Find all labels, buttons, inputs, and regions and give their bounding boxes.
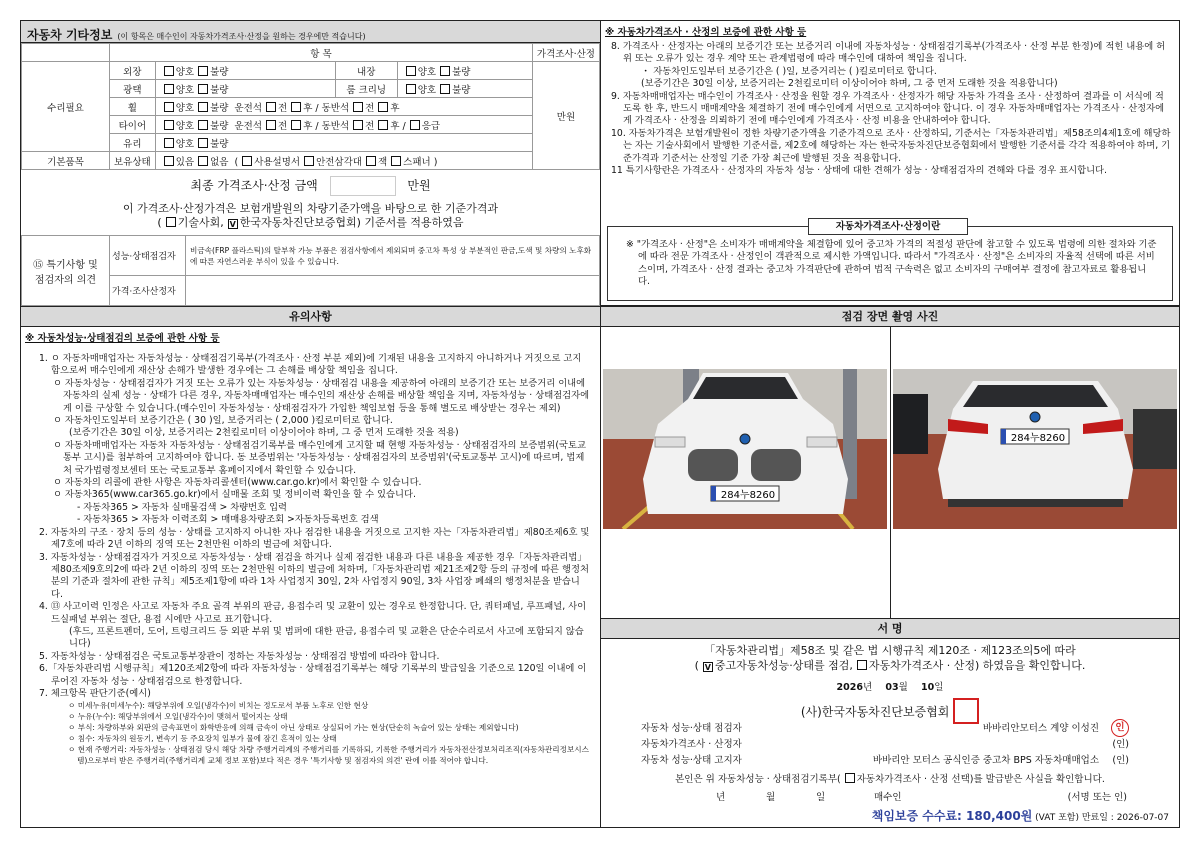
list-item: 2. 자동차의 구조 · 장치 등의 성능 · 상태를 고지하지 아니한 자나 점검한 내용을 거짓으로 고지한 자는「자동차관리법」제80조제6호 및 제7호에 따라 2년 이하의 징역 또는 2천만원 이하의 벌금에 처합니다.	[39, 526, 590, 551]
checkbox-label: 사용설명서	[254, 156, 301, 168]
sign-month: 03	[885, 682, 899, 693]
checkbox[interactable]	[164, 102, 174, 112]
checkbox-label: 없음	[210, 156, 229, 168]
price-unit: 만원	[532, 62, 599, 170]
list-item: ㅇ 미세누유(미세누수): 해당부위에 오일(냉각수)이 비치는 정도로서 부품 노후로 인한 현상	[68, 701, 369, 711]
checkbox-label: 전	[278, 120, 288, 132]
checkbox[interactable]	[406, 84, 416, 94]
checkbox-label: 후 / 동반석	[303, 102, 350, 114]
checkbox[interactable]	[166, 217, 176, 227]
checkbox[interactable]	[198, 66, 208, 76]
checkbox-label: 양호	[175, 102, 195, 114]
signer-value: 바바리안 모터스 공식인증 중고차 BPS 자동차매매업소	[872, 755, 1099, 766]
price-definition-text: ※ "가격조사 · 산정"은 소비자가 매매계약을 체결함에 있어 중고차 가격의 적절성 판단에 참고할 수 있도록 법령에 의한 절차와 기준에 따라 전문 가격조사 · 산정인이 객관적으로 제시한 가액입니다. 따라서 "가격조사 · 산정"은 소비자의 자율적 선택에 따른 서비스이며, 가격조사 · 산정 결과는 중고차 가격판단에 관하여 법적 구속력은 없고 소비자의 구매여부 결정에 참고자료로 활용됩니다.	[626, 239, 1157, 288]
fee-line	[872, 807, 1169, 824]
notice-section	[20, 306, 601, 828]
checkbox[interactable]	[304, 156, 314, 166]
text: 본인은 위 자동차성능 · 상태점검기록부(	[675, 774, 841, 785]
text: 운전석	[228, 102, 263, 114]
signer-label: 자동차가격조사 · 산정자	[641, 739, 742, 750]
list-item: 10. 자동차가격은 보험개발원이 정한 차량기준가액을 기준가격으로 조사 · 산정하되, 기준서는「자동차관리법」제58조의4제1호에 해당하는 자는 기술사회에서 발행한 기준서를, 제2호에 해당하는 자는 한국자동차진단보증협회에서 발행한 기준서를 각각 적용하여야 하며, 기준가격과 기준서는 산정일 기준 가장 최근에 발행된 것을 적용합니다.	[611, 127, 1171, 164]
signer-value: 바바리안모터스 계양 이성진	[982, 723, 1099, 734]
checkbox-label: 양호	[175, 138, 195, 150]
checkbox[interactable]	[164, 84, 174, 94]
fee-label: 책임보증 수수료: 180,400원	[871, 809, 1033, 823]
signer-label: 자동차 성능·상태 점검자	[641, 723, 742, 734]
list-item: - 자동차365 > 자동차 실매물검색 > 차량번호 입력	[77, 501, 288, 513]
list-item: (보증기간은 30일 이상, 보증거리는 2천킬로미터 이상이어야 하며, 그 중 먼저 도래한 것을 적용)	[69, 427, 459, 439]
buyer-sign[interactable]: (서명 또는 인)	[1067, 792, 1127, 803]
list-item: ㅇ 침수: 자동차의 원동기, 변속기 등 주요장치 일부가 물에 잠긴 흔적이 있는 상태	[68, 734, 337, 744]
sign-day: 10	[921, 682, 935, 693]
signature-options	[601, 658, 1179, 673]
checkbox-label: 불량	[452, 84, 471, 96]
front-plate: 284누8260	[720, 490, 776, 501]
row-label-2: 내장	[335, 62, 397, 80]
list-item: ㅇ 자동차성능 · 상태점검자가 거짓 또는 오류가 있는 자동차성능 · 상태점검 내용을 제공하여 아래의 보증기간 또는 보증거리 이내에 자동차의 실제 성능 · 상태가 다른 경우, 자동차매매업자는 매수인의 재산상 손해를 배상할 책임을 지며, 자동차성능 · 상태점검자에게 이를 구상할 수 있습니다.(매수인이 자동차성능 · 상태점검자가 가입한 책임보험 등을 통해 별도로 배상받는 경우는 제외)	[53, 377, 590, 414]
inspector-opinion: 비금속(FRP 플라스틱)의 탈부착 가능 부품은 점검사항에서 제외되며 중고차 특성 상 부분적인 판금,도색 및 차량의 노후화에 따른 자연스러운 부식이 있을 수 있습니다.	[186, 236, 600, 276]
row-label: 타이어	[110, 116, 156, 134]
rear-plate: 284누8260	[1010, 433, 1066, 444]
checkbox[interactable]	[242, 156, 252, 166]
photos-header: 점검 장면 촬영 사진	[601, 307, 1179, 327]
list-item: (후드, 프론트펜더, 도어, 트렁크리드 등 외판 부위 및 범퍼에 대한 판금, 용접수리 및 교환은 단순수리로서 사고에 포함되지 않습니다)	[69, 625, 584, 650]
list-item: ㅇ 현재 주행거리: 자동차성능 · 상태점검 당시 해당 차량 주행거리계의 주행거리를 기록하되, 기록한 주행거리가 자동차전산정보처리조직(자동차관리정보시스템)으로부터 받은 주행거리(주행거리계 교체 정보 포함)보다 적은 경우 '특기사항 및 점검자의 의견' 란에 이를 적어야 합니다.	[68, 745, 589, 766]
photos-section	[600, 306, 1180, 619]
final-amount-line	[21, 176, 600, 196]
etc-table	[21, 43, 600, 170]
signer-row	[641, 737, 1129, 753]
list-item: 8. 가격조사 · 산정자는 아래의 보증기간 또는 보증거리 이내에 자동차성능 · 상태점검기록부(가격조사 · 산정 부분 한정)에 적힌 내용에 허위 또는 오류가 있는 경우 계약 또는 관계법령에 따라 매수인에 대하여 책임을 집니다.	[611, 41, 1166, 65]
checkbox-label: 응급	[421, 120, 441, 132]
checkbox[interactable]	[266, 120, 276, 130]
checkbox-label: 후	[390, 102, 400, 114]
checkbox-label: 안전삼각대	[316, 156, 362, 168]
etc-info-header	[21, 21, 600, 43]
checkbox-label: 불량	[210, 102, 229, 114]
checkbox[interactable]: V	[229, 220, 236, 229]
special-notes-table	[21, 235, 600, 306]
row-label: 유리	[110, 134, 156, 152]
day-unit: 일	[934, 682, 944, 693]
list-item: 5. 자동차성능 · 상태점검은 국토교통부장관이 정하는 자동차성능 · 상태점검 방법에 따라야 합니다.	[39, 650, 440, 662]
etc-row	[22, 152, 600, 170]
checkbox[interactable]	[291, 120, 301, 130]
price-definition-title: 자동차가격조사·산정이란	[808, 218, 968, 235]
final-amount-label: 최종 가격조사·산정 금액	[190, 178, 318, 193]
group-repair: 수리필요	[22, 62, 110, 152]
checkbox[interactable]	[378, 102, 388, 112]
col-price: 가격조사·산정	[532, 44, 599, 62]
inspector-seal-icon: 인	[1111, 719, 1129, 737]
signature-header: 서 명	[601, 619, 1179, 639]
list-item: 4. ⑬ 사고이력 인정은 사고로 자동차 주요 골격 부위의 판금, 용접수리 및 교환이 있는 경우로 한정합니다. 단, 쿼터패널, 루프패널, 사이드실패널 부위는 절단, 용접 시에만 사고로 표기합니다.	[39, 601, 587, 625]
text: (	[157, 216, 162, 229]
month-unit: 월	[898, 682, 908, 693]
list-item: 1. ㅇ 자동차매매업자는 자동차성능 · 상태점검기록부(가격조사 · 산정 부분 제외)에 기재된 내용을 고지하지 아니하거나 거짓으로 고지함으로써 매수인에게 재산상 손해가 발생한 경우에는 그 손해를 배상할 책임을 집니다.	[39, 353, 582, 377]
buyer-confirm	[601, 771, 1179, 785]
front-car-photo	[603, 369, 887, 529]
checkbox-label: 양호	[175, 84, 195, 96]
checkbox-label: 잭	[377, 156, 388, 168]
checkbox-label: 기술사회,	[177, 216, 224, 229]
checkbox-label: 후 / 동반석	[303, 120, 350, 132]
checkbox-label: 전	[365, 102, 375, 114]
checkbox[interactable]	[164, 120, 174, 130]
notice-header: 유의사항	[21, 307, 600, 327]
etc-row	[22, 62, 600, 80]
checkbox-label: 양호	[417, 84, 437, 96]
checkbox[interactable]	[198, 102, 208, 112]
list-item: 11 특기사항란은 가격조사 · 산정자의 자동차 성능 · 상태에 대한 견해가 성능 · 상태점검자의 견해와 다를 경우 표시합니다.	[611, 165, 1107, 177]
row-label: 광택	[110, 80, 156, 98]
checkbox[interactable]	[440, 66, 450, 76]
text: (	[228, 156, 239, 168]
checkbox[interactable]	[198, 84, 208, 94]
notice-title: ※ 자동차성능·상태점검의 보증에 관한 사항 등	[25, 333, 220, 344]
checkbox-label: 양호	[175, 120, 195, 132]
checkbox[interactable]	[406, 66, 416, 76]
group-basic: 기본품목	[22, 152, 110, 170]
checkbox-label: 한국자동차진단보증협회)	[239, 216, 361, 229]
list-item: - 자동차365 > 자동차 이력조회 > 매매용차량조회 >자동차등록번호 검색	[77, 514, 379, 526]
checkbox[interactable]	[164, 156, 174, 166]
buyer-label: 매수인	[874, 792, 902, 803]
basis-options	[21, 216, 600, 230]
checkbox-label: 불량	[210, 66, 229, 78]
seal-placeholder: (인)	[1112, 755, 1129, 766]
rear-car-photo	[893, 369, 1177, 529]
inspector-label: 성능·상태점검자	[110, 236, 186, 276]
buyer-day: 일	[816, 792, 826, 803]
fee-note: (VAT 포함)	[1035, 813, 1079, 823]
checkbox[interactable]	[391, 156, 401, 166]
checkbox-label: 전	[365, 120, 375, 132]
checkbox-label: 자동차가격조사 · 산정) 하였음을 확인합니다.	[868, 659, 1086, 672]
signature-date	[601, 679, 1179, 693]
checkbox[interactable]: V	[704, 663, 711, 672]
checkbox-label: 양호	[175, 66, 195, 78]
price-warranty-section	[600, 20, 1180, 306]
checkbox-label: 후 /	[390, 120, 406, 132]
checkbox-label: 있음	[175, 156, 195, 168]
etc-subtitle: (이 항목은 매수인이 자동차가격조사·산정을 원하는 경우에만 적습니다)	[117, 32, 366, 41]
list-item: ・ 자동차인도일부터 보증기간은 ( )일, 보증거리는 ( )킬로미터로 합니다.	[641, 65, 937, 77]
org-name: (사)한국자동차진단보증협회	[800, 705, 950, 719]
checkbox[interactable]	[164, 138, 174, 148]
price-definition-box	[607, 221, 1173, 301]
checkbox[interactable]	[353, 120, 363, 130]
checkbox-label: 자동차가격조사 · 산정 선택)를 발급받은 사실을 확인합니다.	[856, 774, 1105, 785]
notice-list	[21, 347, 600, 766]
checkbox-label: 불량	[210, 120, 229, 132]
sign-year: 2026	[836, 682, 863, 693]
row-label-2: 룸 크리닝	[335, 80, 397, 98]
signer-row	[641, 753, 1129, 769]
list-item: 3. 자동차성능 · 상태점검자가 거짓으로 자동차성능 · 상태 점검을 하거나 실제 점검한 내용과 다른 내용을 제공한 경우「자동차관리법」제80조제9호의2에 따라 2년 이하의 징역 또는 2천만원 이하의 벌금에 처하며,「자동차관리법 제21조제2항 등의 규정에 따른 행정처분의 기준과 절차에 관한 규칙」제5조제1항에 따라 1차 사업정지 30일, 2차 사업정지 90일, 3차 사업장 폐쇄의 행정처분을 받습니다.	[39, 551, 589, 600]
list-item: 9. 자동차매매업자는 매수인이 가격조사 · 산정을 원할 경우 가격조사 · 산정자가 해당 자동차 가격을 조사 · 산정하여 결과를 이 서식에 적도록 한 후, 반드시 매매계약을 체결하기 전에 매수인에게 서면으로 고지하여야 합니다. 이 경우 자동차매매업자는 가격조사 · 산정자에게 가격조사 · 산정을 의뢰하기 전에 매수인에게 가격조사 · 산정 비용을 안내하여야 합니다.	[611, 90, 1165, 127]
checkbox[interactable]	[410, 120, 420, 130]
row-label: 외장	[110, 62, 156, 80]
list-item: 6.「자동차관리법 시행규칙」제120조제2항에 따라 자동차성능 · 상태점검기록부는 해당 기록부의 발급일을 기준으로 120일 이내에 이루어진 자동차 성능 · 상태점검으로 한정합니다.	[39, 663, 587, 687]
list-item: ㅇ 자동차의 리콜에 관한 사항은 자동차리콜센터(www.car.go.kr)에서 확인할 수 있습니다.	[53, 477, 422, 489]
special-notes-label: ⑮ 특기사항 및 점검자의 의견	[22, 236, 110, 306]
checkbox[interactable]	[845, 773, 855, 783]
list-item: ㅇ 누유(누수): 해당부위에서 오일(냉각수)이 맺혀서 떨어지는 상태	[68, 712, 288, 722]
etc-info-section	[20, 20, 601, 306]
checkbox-label: 불량	[210, 84, 229, 96]
row-label: 휠	[110, 98, 156, 116]
expiry-date: 만료일 : 2026-07-07	[1081, 813, 1169, 823]
list-item: ㅇ 부식: 차량하부와 외판의 금속표면이 화학반응에 의해 금속이 아닌 상태로 상실되어 가는 현상(단순히 녹슬어 있는 상태는 제외합니다)	[68, 723, 519, 733]
checkbox[interactable]	[198, 120, 208, 130]
buyer-year: 년	[716, 792, 726, 803]
checkbox[interactable]	[291, 102, 301, 112]
price-warranty-list	[601, 41, 1179, 177]
checkbox[interactable]	[266, 102, 276, 112]
final-amount-unit: 만원	[407, 178, 431, 193]
text: (	[694, 659, 699, 672]
final-amount-input[interactable]	[330, 176, 396, 196]
list-item: ㅇ 자동차매매업자는 자동차 자동차성능 · 상태점검기록부를 매수인에게 고지할 때 현행 자동차성능 · 상태점검자의 보증범위(국토교통부 고시)를 첨부하여 고지하여야 합니다. 동 보증범위는 '자동차성능 · 상태점검자의 보증범위'(국토교통부 고시)에 따르며, 법제처 국가법령정보센터 또는 국토교통부 홈페이지에서 확인할 수 있습니다.	[53, 439, 586, 476]
checkbox-label: 불량	[452, 66, 471, 78]
signer-rows	[641, 721, 1129, 769]
etc-title: 자동차 기타정보	[27, 28, 113, 42]
appraiser-opinion[interactable]	[186, 276, 600, 306]
list-item: 7. 체크항목 판단기준(예시)	[39, 687, 151, 699]
list-item: (보증기간은 30일 이상, 보증거리는 2천킬로미터 이상이어야 하며, 그 중 먼저 도래한 것을 적용합니다)	[641, 78, 1058, 90]
signer-row	[641, 721, 1129, 737]
year-unit: 년	[862, 682, 873, 693]
checkbox[interactable]	[164, 66, 174, 76]
row-label: 보유상태	[110, 152, 156, 170]
checkbox[interactable]	[378, 120, 388, 130]
checkbox-label: 중고자동차성능·상태를 점검,	[714, 659, 853, 672]
checkbox[interactable]	[198, 138, 208, 148]
checkbox[interactable]	[857, 660, 867, 670]
signature-section	[600, 618, 1180, 828]
checkbox[interactable]	[366, 156, 376, 166]
text: 운전석	[228, 120, 263, 132]
buyer-month: 월	[766, 792, 776, 803]
checkbox-label: 전	[278, 102, 288, 114]
checkbox-label: 양호	[417, 66, 437, 78]
text: 기준서를 적용하였음	[360, 216, 464, 229]
price-warranty-title: ※ 자동차가격조사 · 산정의 보증에 관한 사항 등	[605, 27, 807, 38]
seal-placeholder: (인)	[1112, 739, 1129, 750]
checkbox-label: 불량	[210, 138, 229, 150]
basis-line: 이 가격조사·산정가격은 보험개발원의 차량기준가액을 바탕으로 한 기준가격과	[122, 202, 499, 215]
signer-label: 자동차 성능·상태 고지자	[641, 755, 742, 766]
signature-law-line: 「자동차관리법」제58조 및 같은 법 시행규칙 제120조 · 제123조의5에 따라	[704, 644, 1076, 657]
checkbox[interactable]	[198, 156, 208, 166]
checkbox-label: 스패너 )	[403, 156, 438, 168]
appraiser-label: 가격·조사산정자	[110, 276, 186, 306]
list-item: ㅇ 자동차365(www.car365.go.kr)에서 실매물 조회 및 정비이력 확인을 할 수 있습니다.	[53, 489, 416, 501]
checkbox[interactable]	[440, 84, 450, 94]
checkbox[interactable]	[353, 102, 363, 112]
list-item: ㅇ 자동차인도일부터 보증기간은 ( 30 )일, 보증거리는 ( 2,000 )킬로미터로 합니다.	[53, 415, 393, 427]
col-item: 항 목	[110, 44, 533, 62]
